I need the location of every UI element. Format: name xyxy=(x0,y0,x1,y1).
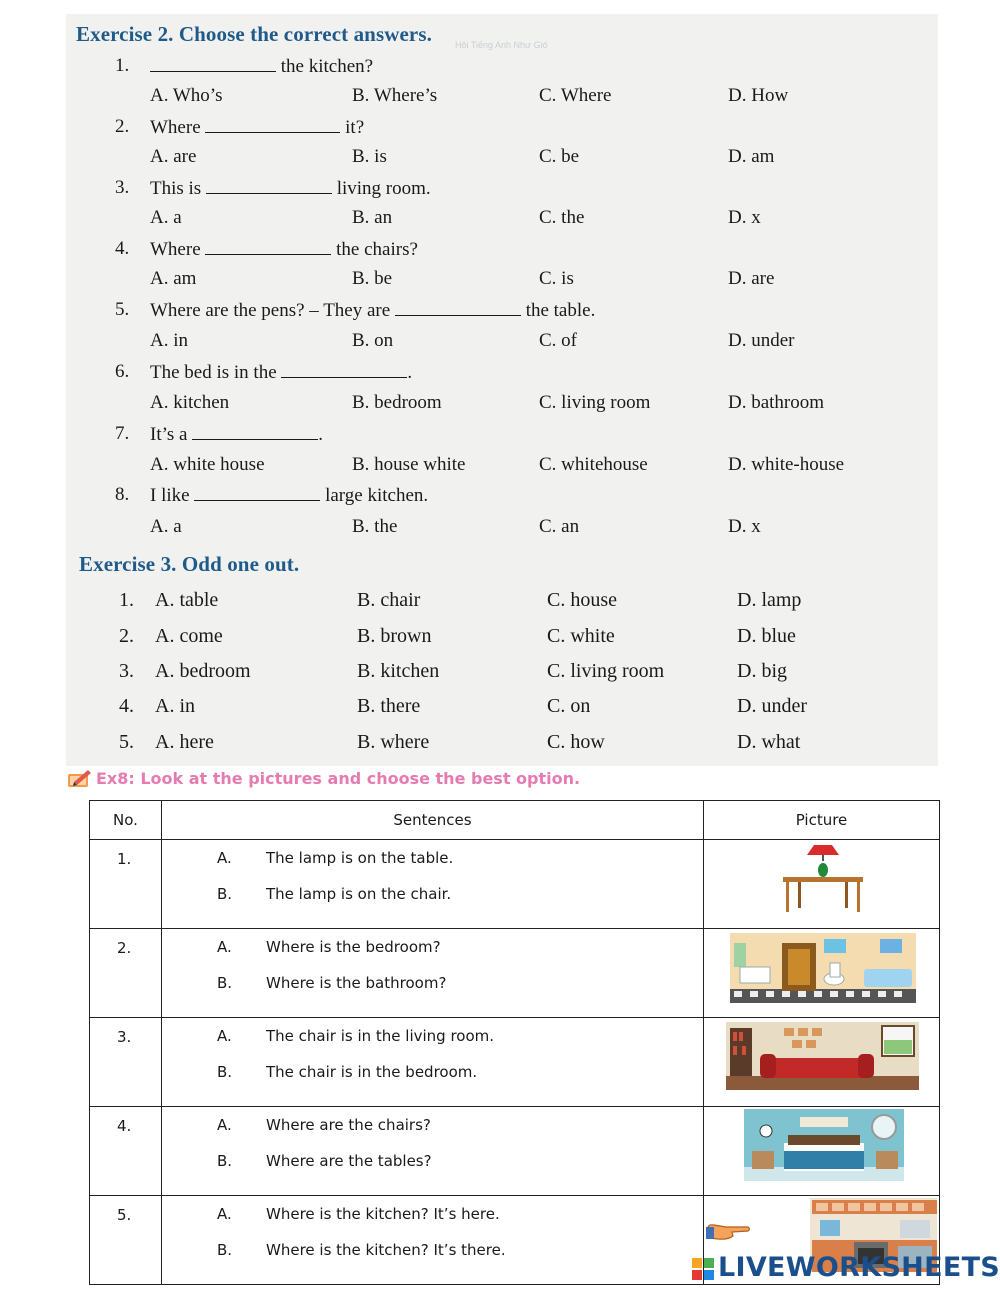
answer-option[interactable]: D. x xyxy=(728,207,761,228)
answer-option[interactable]: D. bathroom xyxy=(728,392,825,413)
ex8-table xyxy=(89,800,940,1285)
odd-option[interactable]: B. chair xyxy=(357,589,421,611)
answer-option[interactable]: B. bedroom xyxy=(352,392,442,413)
stem-before-blank: It’s a xyxy=(150,424,193,445)
answer-option[interactable]: A. white house xyxy=(150,454,265,475)
answer-option[interactable]: C. whitehouse xyxy=(539,454,648,475)
odd-row-number: 2. xyxy=(119,625,134,647)
odd-option[interactable]: B. where xyxy=(357,731,430,753)
answer-option[interactable]: C. of xyxy=(539,330,577,351)
liveworksheets-logo-icon xyxy=(692,1258,714,1280)
answer-blank[interactable] xyxy=(205,238,331,255)
odd-row-number: 1. xyxy=(119,589,134,611)
odd-option[interactable]: A. table xyxy=(155,589,219,611)
option-a[interactable]: The lamp is on the table. xyxy=(266,849,454,867)
odd-option[interactable]: D. blue xyxy=(737,625,796,647)
option-a-letter[interactable]: A. xyxy=(217,1205,232,1223)
stem-after-blank: living room. xyxy=(331,178,431,199)
option-a-letter[interactable]: A. xyxy=(217,849,232,867)
option-a[interactable]: Where is the kitchen? It’s here. xyxy=(266,1205,500,1223)
sentence-cell xyxy=(162,1196,704,1285)
header-no: No. xyxy=(90,801,162,840)
living-room-picture xyxy=(704,1018,939,1096)
header-sentences: Sentences xyxy=(162,801,704,840)
answer-option[interactable]: C. living room xyxy=(539,392,651,413)
odd-row-number: 5. xyxy=(119,731,134,753)
odd-row-number: 4. xyxy=(119,695,134,717)
stem-before-blank: I like xyxy=(150,485,195,506)
answer-blank[interactable] xyxy=(192,423,318,440)
option-b[interactable]: Where are the tables? xyxy=(266,1152,432,1170)
odd-option[interactable]: A. bedroom xyxy=(155,660,251,682)
answer-option[interactable]: A. a xyxy=(150,207,182,228)
stem-after-blank: large kitchen. xyxy=(320,485,429,506)
sentence-cell xyxy=(162,1018,704,1107)
bedroom-picture xyxy=(704,1107,939,1185)
answer-option[interactable]: B. be xyxy=(352,268,393,289)
option-a[interactable]: Where is the bedroom? xyxy=(266,938,441,956)
ex8-row xyxy=(90,929,940,1018)
answer-blank[interactable] xyxy=(395,299,521,316)
exercise-2-title: Exercise 2. Choose the correct answers. xyxy=(76,22,432,46)
odd-option[interactable]: D. big xyxy=(737,660,787,682)
stem-after-blank: . xyxy=(407,362,413,383)
answer-option[interactable]: D. am xyxy=(728,146,775,167)
stem-before-blank: Where xyxy=(150,239,206,260)
answer-option[interactable]: A. kitchen xyxy=(150,392,230,413)
odd-option[interactable]: C. how xyxy=(547,731,605,753)
row-number: 4. xyxy=(90,1107,162,1196)
option-b[interactable]: Where is the bathroom? xyxy=(266,974,447,992)
stem-after-blank: the table. xyxy=(520,300,596,321)
option-b-letter[interactable]: B. xyxy=(217,1063,233,1081)
answer-option[interactable]: A. are xyxy=(150,146,197,167)
question-stem xyxy=(150,238,418,261)
answer-option[interactable]: A. a xyxy=(150,516,182,537)
answer-option[interactable]: A. in xyxy=(150,330,188,351)
answer-option[interactable]: D. are xyxy=(728,268,775,289)
odd-option[interactable]: C. on xyxy=(547,695,591,717)
answer-option[interactable]: B. house white xyxy=(352,454,466,475)
odd-option[interactable]: B. there xyxy=(357,695,421,717)
answer-blank[interactable] xyxy=(194,484,320,501)
answer-option[interactable]: D. How xyxy=(728,85,789,106)
option-a-letter[interactable]: A. xyxy=(217,1027,232,1045)
bathroom-picture xyxy=(704,929,939,1007)
row-number: 1. xyxy=(90,840,162,929)
option-a[interactable]: Where are the chairs? xyxy=(266,1116,431,1134)
question-number: 5. xyxy=(115,299,130,320)
ex8-row xyxy=(90,1018,940,1107)
question-number: 1. xyxy=(115,55,130,76)
question-stem xyxy=(150,299,595,322)
pointing-hand-icon xyxy=(706,1222,752,1242)
answer-blank[interactable] xyxy=(150,55,276,72)
picture-cell xyxy=(704,1107,940,1196)
lamp-on-table-picture xyxy=(704,840,939,918)
option-a-letter[interactable]: A. xyxy=(217,938,232,956)
picture-cell xyxy=(704,1018,940,1107)
question-stem xyxy=(150,55,373,78)
pencil-notebook-icon xyxy=(66,768,92,788)
question-stem xyxy=(150,423,323,446)
answer-option[interactable]: C. Where xyxy=(539,85,612,106)
stem-before-blank: Where xyxy=(150,117,206,138)
odd-option[interactable]: D. lamp xyxy=(737,589,802,611)
answer-option[interactable]: B. Where’s xyxy=(352,85,438,106)
stem-after-blank: . xyxy=(318,424,323,445)
answer-option[interactable]: C. is xyxy=(539,268,574,289)
exercise-3-title: Exercise 3. Odd one out. xyxy=(79,552,300,576)
answer-blank[interactable] xyxy=(281,361,407,378)
faint-caption: Hội Tiếng Anh Như Gió xyxy=(455,40,548,50)
answer-option[interactable]: B. an xyxy=(352,207,393,228)
ex8-title: Ex8: Look at the pictures and choose the best option. xyxy=(96,769,581,788)
odd-option[interactable]: C. living room xyxy=(547,660,665,682)
answer-option[interactable]: C. the xyxy=(539,207,585,228)
question-number: 3. xyxy=(115,177,130,198)
picture-cell xyxy=(704,929,940,1018)
answer-option[interactable]: C. be xyxy=(539,146,580,167)
ex8-row xyxy=(90,840,940,929)
odd-option[interactable]: C. house xyxy=(547,589,617,611)
odd-option[interactable]: D. what xyxy=(737,731,801,753)
odd-option[interactable]: B. brown xyxy=(357,625,432,647)
stem-before-blank: Where are the pens? – They are xyxy=(150,300,395,321)
answer-option[interactable]: A. Who’s xyxy=(150,85,223,106)
odd-row-number: 3. xyxy=(119,660,134,682)
picture-cell xyxy=(704,840,940,929)
question-stem xyxy=(150,484,428,507)
option-b-letter[interactable]: B. xyxy=(217,885,233,903)
option-b[interactable]: The chair is in the bedroom. xyxy=(266,1063,478,1081)
question-stem xyxy=(150,116,364,139)
option-b-letter[interactable]: B. xyxy=(217,1241,233,1259)
stem-after-blank: the kitchen? xyxy=(276,56,374,77)
sentence-cell xyxy=(162,1107,704,1196)
sentence-cell xyxy=(162,929,704,1018)
sentence-cell xyxy=(162,840,704,929)
answer-blank[interactable] xyxy=(205,116,340,133)
question-number: 2. xyxy=(115,116,130,137)
answer-option[interactable]: B. the xyxy=(352,516,398,537)
question-stem xyxy=(150,177,431,200)
row-number: 5. xyxy=(90,1196,162,1285)
option-a[interactable]: The chair is in the living room. xyxy=(266,1027,495,1045)
question-stem xyxy=(150,361,412,384)
stem-after-blank: it? xyxy=(340,117,365,138)
answer-option[interactable]: D. white-house xyxy=(728,454,845,475)
option-b[interactable]: The lamp is on the chair. xyxy=(266,885,452,903)
odd-option[interactable]: A. come xyxy=(155,625,223,647)
odd-option[interactable]: C. white xyxy=(547,625,615,647)
row-number: 2. xyxy=(90,929,162,1018)
liveworksheets-logo: LIVEWORKSHEETS xyxy=(718,1252,1000,1283)
option-b[interactable]: Where is the kitchen? It’s there. xyxy=(266,1241,506,1259)
answer-blank[interactable] xyxy=(206,177,332,194)
stem-after-blank: the chairs? xyxy=(331,239,418,260)
answer-option[interactable]: D. under xyxy=(728,330,795,351)
answer-option[interactable]: D. x xyxy=(728,516,761,537)
question-number: 7. xyxy=(115,423,130,444)
answer-option[interactable]: C. an xyxy=(539,516,580,537)
question-number: 8. xyxy=(115,484,130,505)
stem-before-blank: The bed is in the xyxy=(150,362,282,383)
odd-option[interactable]: A. here xyxy=(155,731,214,753)
row-number: 3. xyxy=(90,1018,162,1107)
odd-option[interactable]: D. under xyxy=(737,695,807,717)
answer-option[interactable]: B. is xyxy=(352,146,387,167)
answer-option[interactable]: B. on xyxy=(352,330,394,351)
question-number: 6. xyxy=(115,361,130,382)
ex8-row xyxy=(90,1107,940,1196)
question-number: 4. xyxy=(115,238,130,259)
option-a-letter[interactable]: A. xyxy=(217,1116,232,1134)
odd-option[interactable]: A. in xyxy=(155,695,195,717)
header-picture: Picture xyxy=(704,801,940,840)
option-b-letter[interactable]: B. xyxy=(217,1152,233,1170)
stem-before-blank: This is xyxy=(150,178,206,199)
odd-option[interactable]: B. kitchen xyxy=(357,660,440,682)
answer-option[interactable]: A. am xyxy=(150,268,197,289)
option-b-letter[interactable]: B. xyxy=(217,974,233,992)
